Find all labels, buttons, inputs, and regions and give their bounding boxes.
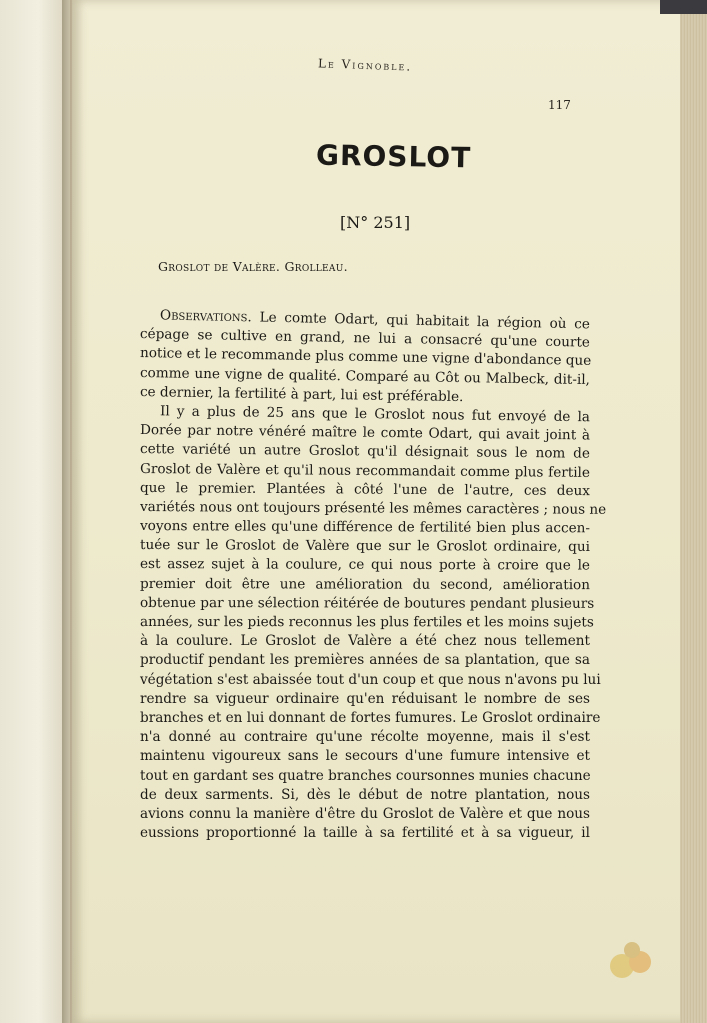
text-line: Il y a plus de 25 ans que le Groslot nous fut envoyé de la: [159, 403, 591, 426]
book-gutter: [62, 0, 84, 1023]
page-stack-edge: [680, 0, 707, 1023]
text-line: avions connu la manière d'être du Groslot de Valère et que nous: [140, 805, 590, 822]
observations-label: Observations.: [159, 307, 252, 326]
text-line: comme une vigne de qualité. Comparé au Côt ou Malbeck, dit-il,: [139, 364, 591, 388]
text-line: à la coulure. Le Groslot de Valère a été chez nous tellement: [140, 633, 590, 650]
text-line: premier doit être une amélioration du second, amélioration: [139, 575, 591, 593]
text-line: maintenu vigoureux sans le secours d'une fumure intensive et: [140, 748, 590, 765]
entry-synonyms: Groslot de Valère. Grolleau.: [158, 259, 348, 274]
text-line: voyons entre elles qu'une différence de fertilité bien plus accen-: [139, 518, 591, 537]
text-line: n'a donné au contraire qu'une récolte moyenne, mais il s'est: [140, 729, 590, 746]
text-line: années, sur les pieds reconnus les plus fertiles et les moins sujets: [139, 614, 594, 631]
text-line: productif pendant les premières années de sa plantation, que sa: [140, 652, 590, 669]
left-page-edge: [0, 0, 70, 1023]
text-line: branches et en lui donnant de fortes fumures. Le Groslot ordinaire: [140, 709, 601, 726]
text-line: que le premier. Plantées à côté l'une de l'autre, ces deux: [139, 479, 591, 499]
text-line: Observations. Le comte Odart, qui habitait la région où ce: [159, 307, 591, 333]
text-line: cépage se cultive en grand, ne lui a consacré qu'une courte: [139, 326, 591, 351]
text-line: cette variété un autre Groslot qu'il désignait sous le nom de: [139, 441, 591, 463]
text-line: eussions proportionné la taille à sa fertilité et à sa vigueur, il: [140, 825, 590, 842]
text-line: ce dernier, la fertilité à part, lui est préférable.: [139, 383, 464, 405]
page-number: 117: [548, 98, 571, 112]
text-line: tout en gardant ses quatre branches coursonnes munies chacune: [140, 767, 591, 784]
book-cover-corner: [660, 0, 707, 14]
text-line: rendre sa vigueur ordinaire qu'en réduisant le nombre de ses: [140, 690, 590, 707]
body-text: [139, 306, 607, 843]
text-line: tuée sur le Groslot de Valère que sur le Groslot ordinaire, qui: [139, 537, 591, 556]
text-line: obtenue par une sélection réitérée de boutures pendant plusieurs: [139, 594, 595, 612]
text-line: de deux sarments. Si, dès le début de notre plantation, nous: [140, 786, 590, 803]
entry-title: GROSLOT: [315, 138, 472, 175]
text-line: est assez sujet à la coulure, ce qui nous porte à croire que le: [139, 556, 591, 575]
text-line: notice et le recommande plus comme une vigne d'abondance que: [139, 345, 592, 370]
text-line: Dorée par notre vénéré maître le comte Odart, qui avait joint à: [139, 422, 591, 444]
running-head: Le Vignoble.: [317, 56, 413, 74]
text-line: variétés nous ont toujours présenté les mêmes caractères ; nous ne: [139, 498, 607, 518]
text-line: Groslot de Valère et qu'il nous recommandait comme plus fertile: [139, 460, 591, 481]
text-line: végétation s'est abaissée tout d'un coup et que nous n'avons pu lui: [140, 671, 601, 688]
fruit-stamp-image: [600, 930, 660, 990]
entry-number: [N° 251]: [340, 213, 411, 232]
